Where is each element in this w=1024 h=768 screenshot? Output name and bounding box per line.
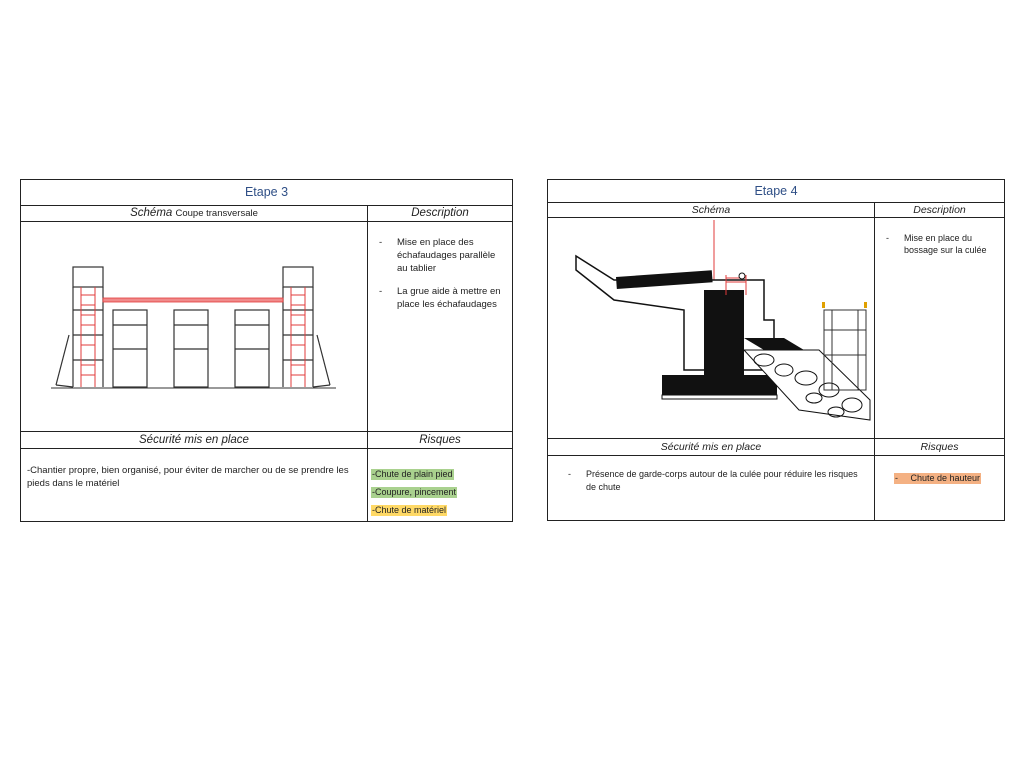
step3-description-header: Description (411, 207, 469, 219)
deck (103, 298, 283, 302)
step3-description-list (377, 236, 507, 321)
step3-header-divider (21, 221, 512, 222)
step3-card (20, 179, 513, 522)
step4-title: Etape 4 (548, 180, 1004, 203)
step4-risk-label: Chute de hauteur (910, 473, 981, 483)
left-tower (56, 267, 103, 387)
step3-risks-header: Risques (419, 434, 461, 446)
step4-risks-list (894, 468, 994, 486)
step3-safety-header-divider (21, 448, 512, 449)
step3-risk-badge: -Coupure, pincement (372, 487, 457, 497)
step4-safety-item: - Présence de garde-corps autour de la culée pour réduire les risques de chute (566, 468, 866, 494)
step3-safety-top-divider (21, 431, 512, 432)
left-ladder (81, 287, 95, 387)
step3-risks-list (371, 464, 511, 518)
step3-risk-badge: -Chute de matériel (372, 505, 447, 515)
step3-risk-badge: -Chute de plain pied (372, 469, 453, 479)
step3-title: Etape 3 (21, 180, 512, 206)
footing (662, 375, 777, 395)
step4-safety-top-divider (548, 438, 1004, 439)
step4-safety-header: Sécurité mis en place (660, 441, 762, 453)
step3-schema-subheader: Coupe transversale (175, 208, 258, 219)
step4-risk-badge: - Chute de hauteur (895, 473, 981, 483)
step3-safety-header: Sécurité mis en place (139, 434, 249, 446)
step4-description-header: Description (913, 204, 966, 216)
step3-safety-text: -Chantier propre, bien organisé, pour éviter de marcher ou de se prendre les pieds dans le matériel (27, 465, 349, 489)
step4-header-divider (548, 217, 1004, 218)
step4-safety-list (566, 468, 866, 504)
step3-column-divider (367, 205, 368, 521)
step4-description-list (884, 232, 1002, 266)
step4-column-divider (874, 202, 875, 520)
step3-schema-header: Schéma Coupe transversale (130, 207, 258, 219)
step4-description-item: - Mise en place du bossage sur la culée (884, 232, 1002, 256)
step4-card (547, 179, 1005, 521)
step4-schema-header: Schéma (691, 204, 731, 216)
right-tower (283, 267, 330, 387)
step4-risks-header: Risques (920, 441, 959, 453)
right-ladder (291, 287, 305, 387)
step3-description-item: - Mise en place des échafaudages parallèle au tablier (377, 236, 507, 275)
step4-abutment-drawing (574, 220, 874, 430)
step3-description-item: - La grue aide à mettre en place les échafaudages (377, 285, 507, 311)
step4-safety-header-divider (548, 455, 1004, 456)
middle-frames (113, 310, 269, 387)
step3-scaffold-drawing (51, 265, 341, 395)
